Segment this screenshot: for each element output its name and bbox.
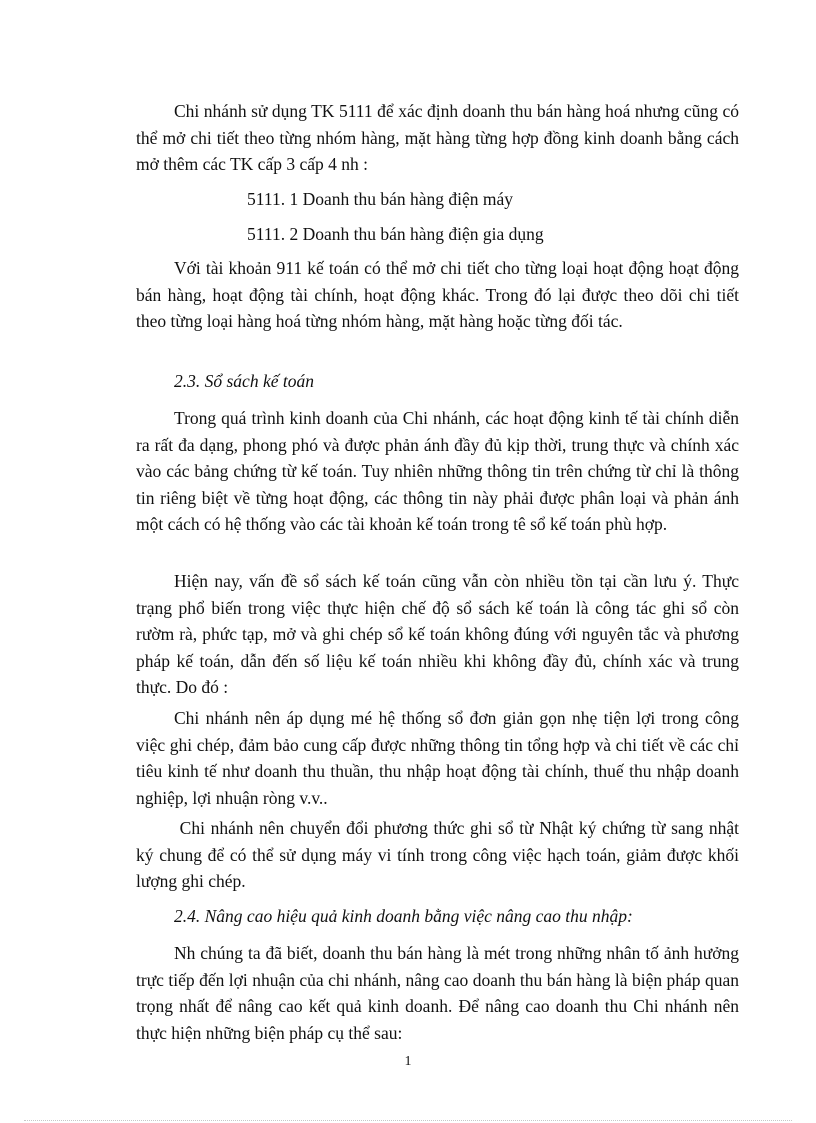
page-number: 1 bbox=[404, 1054, 412, 1069]
paragraph-journal-change: Chi nhánh nên chuyển đổi phương thức ghi sổ từ Nhật ký chứng từ sang nhật ký chung để có thể sử dụng máy vi tính trong công việc hạch toán, giảm được khối lượng ghi chép. bbox=[136, 818, 739, 891]
paragraph-revenue-account: Chi nhánh sử dụng TK 5111 để xác định doanh thu bán hàng hoá nhưng cũng có thể mở chi tiết theo từng nhóm hàng, mặt hàng từng hợp đồng kinh doanh bằng cách mở thêm các TK cấp 3 cấp 4 nh : bbox=[136, 101, 739, 174]
section-heading-2-4: 2.4. Nâng cao hiệu quả kinh doanh bằng việc nâng cao thu nhập: bbox=[174, 906, 633, 926]
paragraph-current-issues: Hiện nay, vấn đề sổ sách kế toán cũng vẫn còn nhiều tồn tại cần lưu ý. Thực trạng phổ biến trong việc thực hiện chế độ sổ sách kế toán là công tác ghi sổ còn rườm rà, phức tạp, mở và ghi chép sổ kế toán không đúng với nguyên tắc và phương pháp kế toán, dẫn đến số liệu kế toán nhiều khi không đầy đủ, chính xác và trung thực. Do đó : bbox=[136, 571, 739, 697]
paragraph-simple-system: Chi nhánh nên áp dụng mé hệ thống sổ đơn giản gọn nhẹ tiện lợi trong công việc ghi chép, đảm bảo cung cấp được những thông tin tổng hợp và chi tiết về các chỉ tiêu kinh tế như doanh thu thuần, thu nhập hoạt động tài chính, thuế thu nhập doanh nghiệp, lợi nhuận ròng v.v.. bbox=[136, 708, 739, 808]
account-line-5111-1: 5111. 1 Doanh thu bán hàng điện máy bbox=[247, 189, 514, 209]
paragraph-business-process: Trong quá trình kinh doanh của Chi nhánh, các hoạt động kinh tế tài chính diễn ra rất đa dạng, phong phó và được phản ánh đầy đủ kịp thời, trung thực và chính xác vào các bảng chứng từ kế toán. Tuy nhiên những thông tin trên chứng từ chỉ là thông tin riêng biệt về từng hoạt động, các thông tin này phải được phân loại và phản ánh một cách có hệ thống vào các tài khoản kế toán trong tê sổ kế toán phù hợp. bbox=[136, 408, 739, 534]
account-line-5111-2: 5111. 2 Doanh thu bán hàng điện gia dụng bbox=[247, 224, 544, 244]
section-heading-2-3: 2.3. Sổ sách kế toán bbox=[174, 371, 314, 391]
page-bottom-rule bbox=[24, 1120, 792, 1121]
paragraph-revenue-improvement: Nh chúng ta đã biết, doanh thu bán hàng là mét trong những nhân tố ảnh hưởng trực tiếp đến lợi nhuận của chi nhánh, nâng cao doanh thu bán hàng là biện pháp quan trọng nhất để nâng cao kết quả kinh doanh. Để nâng cao doanh thu Chi nhánh nên thực hiện những biện pháp cụ thể sau: bbox=[136, 943, 739, 1043]
paragraph-account-911: Với tài khoản 911 kế toán có thể mở chi tiết cho từng loại hoạt động hoạt động bán hàng, hoạt động tài chính, hoạt động khác. Trong đó lại được theo dõi chi tiết theo từng loại hàng hoá từng nhóm hàng, mặt hàng hoặc từng đối tác. bbox=[136, 258, 739, 331]
